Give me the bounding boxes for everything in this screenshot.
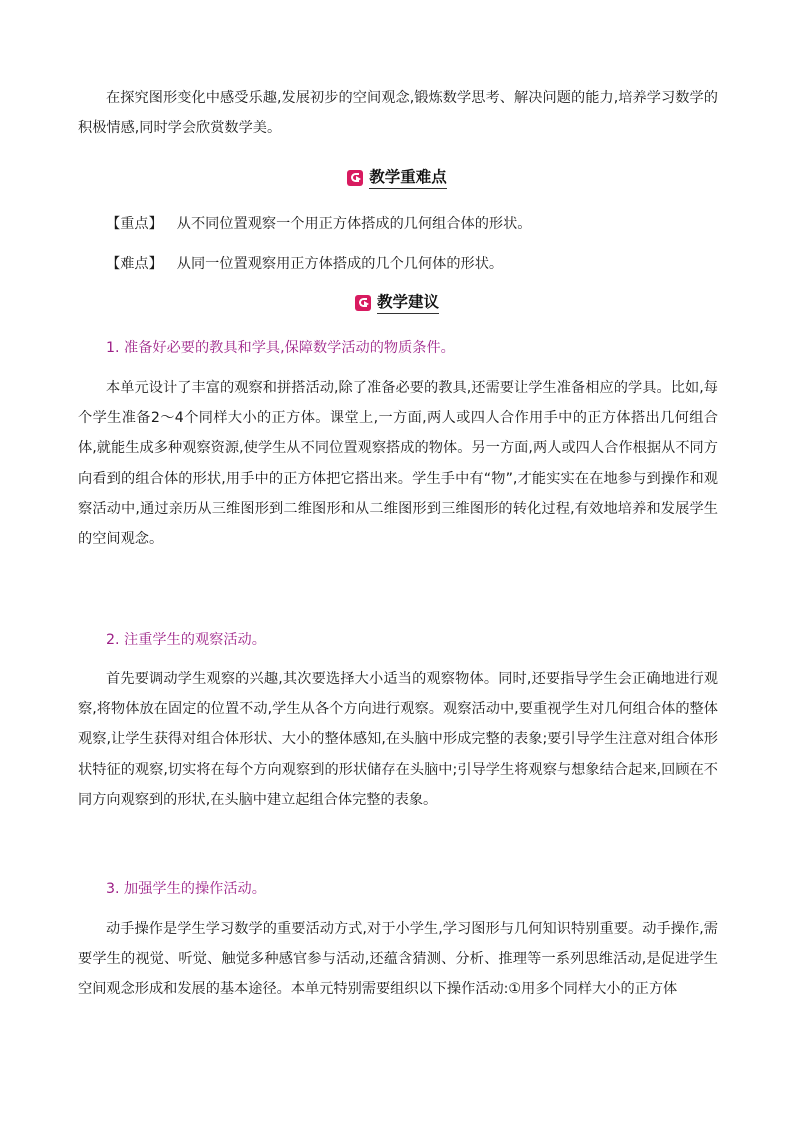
- key-point-line: [106, 209, 531, 239]
- difficult-point-line: [106, 249, 503, 279]
- section-heading-difficulty: [0, 166, 794, 190]
- bookmark-flag-icon: [347, 170, 363, 186]
- section-title-difficulty: 教学重难点: [369, 167, 447, 189]
- key-point-label: 【重点】: [106, 216, 163, 232]
- section-title-suggestions: 教学建议: [377, 292, 439, 314]
- difficult-point-label: 【难点】: [106, 256, 163, 272]
- suggestion-body-3: 动手操作是学生学习数学的重要活动方式,对于小学生,学习图形与几何知识特别重要。动手操作,需要学生的视觉、听觉、触觉多种感官参与活动,还蕴含猜测、分析、推理等一系列思维活动,是促进学生空间观念形成和发展的基本途径。本单元特别需要组织以下操作活动:①用多个同样大小的正方体: [78, 921, 718, 998]
- suggestion-body-1: 本单元设计了丰富的观察和拼搭活动,除了准备必要的教具,还需要让学生准备相应的学具。比如,每个学生准备2～4个同样大小的正方体。课堂上,一方面,两人或四人合作用手中的正方体搭出几何组合体,就能生成多种观察资源,使学生从不同位置观察搭成的物体。另一方面,两人或四人合作根据从不同方向看到的组合体的形状,用手中的正方体把它搭出来。学生手中有“物”,才能实实在在地参与到操作和观察活动中,通过亲历从三维图形到二维图形和从二维图形到三维图形的转化过程,有效地培养和发展学生的空间观念。: [78, 380, 718, 548]
- bookmark-flag-icon: [355, 295, 371, 311]
- difficult-point-text: 从同一位置观察用正方体搭成的几个几何体的形状。: [176, 256, 504, 272]
- intro-line-1: 在探究图形变化中感受乐趣,发展初步的空间观念,锻炼数学思考、解决问题的能力,培养学习数学: [106, 90, 704, 106]
- key-point-text: 从不同位置观察一个用正方体搭成的几何组合体的形状。: [176, 216, 532, 232]
- suggestion-body-2: 首先要调动学生观察的兴趣,其次要选择大小适当的观察物体。同时,还要指导学生会正确地进行观察,将物体放在固定的位置不动,学生从各个方向进行观察。观察活动中,要重视学生对几何组合体的整体观察,让学生获得对组合体形状、大小的整体感知,在头脑中形成完整的表象;要引导学生注意对组合体形状特征的观察,切实将在每个方向观察到的形状储存在头脑中;引导学生将观察与想象结合起来,回顾在不同方向观察到的形状,在头脑中建立起组合体完整的表象。: [78, 671, 718, 808]
- suggestion-heading-2: 2. 注重学生的观察活动。: [106, 632, 266, 648]
- intro-line-2: 的积极情感,同时学会欣赏数学美。: [78, 90, 718, 137]
- intro-paragraph: [78, 83, 718, 143]
- suggestion-heading-1: 1. 准备好必要的教具和学具,保障数学活动的物质条件。: [106, 340, 455, 356]
- suggestion-heading-3: 3. 加强学生的操作活动。: [106, 881, 266, 897]
- section-heading-suggestions: [0, 291, 794, 315]
